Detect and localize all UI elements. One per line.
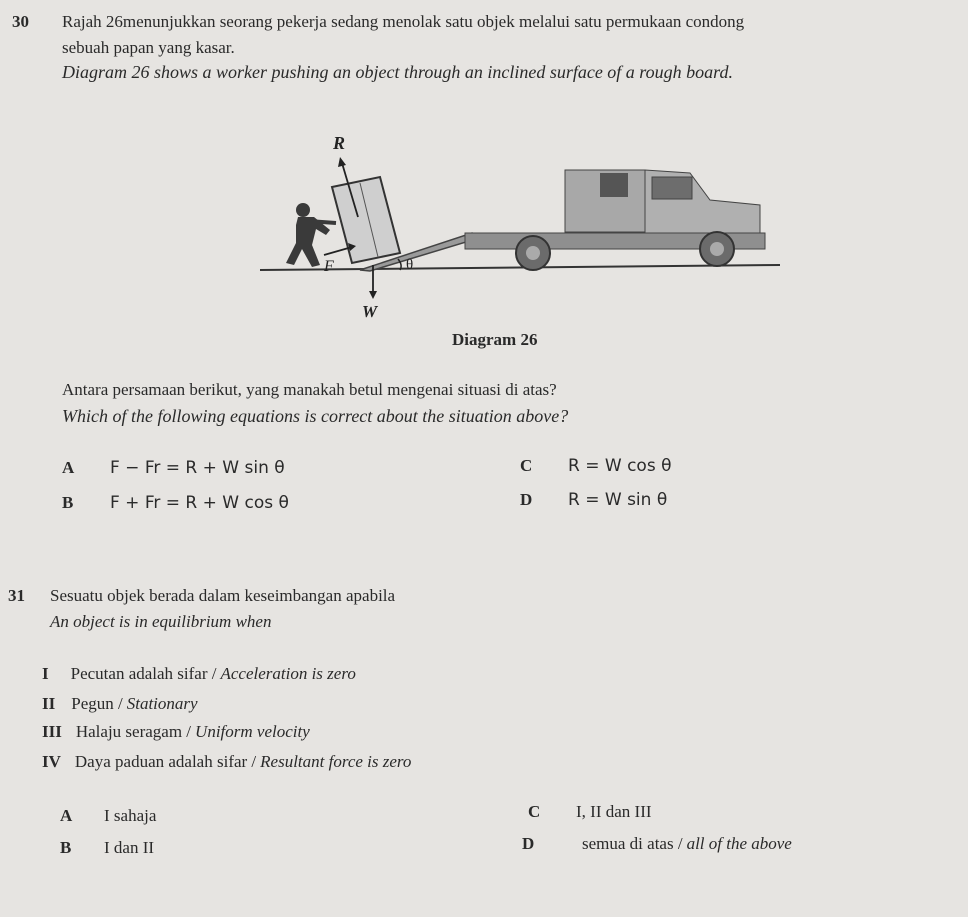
- statement-i: [42, 664, 356, 684]
- question-31-malay: Sesuatu objek berada dalam keseimbangan apabila: [50, 586, 396, 605]
- q31-option-d-text[interactable]: semua di atas /: [582, 834, 683, 853]
- label-R: R: [333, 133, 346, 153]
- q30-option-a-text[interactable]: F − Fr = R + W sin θ: [110, 458, 285, 478]
- statement-iv-numeral: IV: [42, 752, 61, 771]
- q31-option-b-text[interactable]: I dan II: [104, 838, 155, 857]
- statement-ii-english: Stationary: [126, 694, 198, 713]
- statement-iv-english: Resultant force is zero: [260, 752, 412, 771]
- question-30-malay-line2: sebuah papan yang kasar.: [62, 38, 235, 57]
- q31-option-a-text[interactable]: I sahaja: [104, 806, 157, 825]
- statement-iii-malay: Halaju seragam /: [75, 722, 192, 741]
- q30-option-a-letter[interactable]: A: [62, 458, 75, 477]
- question-31-english: An object is in equilibrium when: [50, 612, 272, 631]
- statement-ii-numeral: II: [42, 694, 56, 713]
- statement-i-english: Acceleration is zero: [220, 664, 356, 683]
- label-F: F: [324, 258, 334, 275]
- statement-iii-english: Uniform velocity: [195, 722, 310, 741]
- statement-i-malay: Pecutan adalah sifar /: [70, 664, 217, 683]
- diagram-26-caption: Diagram 26: [452, 330, 538, 349]
- question-30-prompt-english: Which of the following equations is correct about the situation above?: [62, 406, 569, 426]
- question-31-number: 31: [8, 586, 25, 605]
- q31-option-b-letter[interactable]: B: [60, 838, 72, 857]
- question-30-number: 30: [12, 12, 29, 31]
- q31-option-d-letter[interactable]: D: [522, 834, 535, 853]
- statement-i-numeral: I: [42, 664, 49, 683]
- q30-option-c-letter[interactable]: C: [520, 456, 533, 475]
- question-30-malay-line1: Rajah 26menunjukkan seorang pekerja sedang menolak satu objek melalui satu permukaan condong: [62, 12, 745, 31]
- q30-option-b-letter[interactable]: B: [62, 493, 74, 512]
- q30-option-c-text[interactable]: R = W cos θ: [568, 456, 672, 476]
- statement-ii-malay: Pegun /: [71, 694, 123, 713]
- q31-option-d-english[interactable]: all of the above: [686, 834, 792, 853]
- q30-option-d-letter[interactable]: D: [520, 490, 533, 509]
- question-30-prompt-malay: Antara persamaan berikut, yang manakah betul mengenai situasi di atas?: [62, 380, 557, 399]
- q31-option-a-letter[interactable]: A: [60, 806, 73, 825]
- push-force-arrow: [324, 247, 352, 255]
- statement-iii: [42, 722, 310, 742]
- statement-iv-malay: Daya paduan adalah sifar /: [74, 752, 257, 771]
- q30-option-b-text[interactable]: F + Fr = R + W cos θ: [110, 493, 289, 513]
- q31-option-d[interactable]: [582, 834, 792, 854]
- q31-option-c-letter[interactable]: C: [528, 802, 541, 821]
- statement-iii-numeral: III: [42, 722, 62, 741]
- diagram-26: [240, 125, 800, 325]
- statement-iv: [42, 752, 411, 772]
- label-W: W: [362, 302, 378, 321]
- statement-ii: [42, 694, 198, 714]
- ground-line: [260, 265, 780, 270]
- question-30-english: Diagram 26 shows a worker pushing an object through an inclined surface of a rough board.: [62, 62, 733, 82]
- label-theta: θ: [406, 257, 414, 273]
- q30-option-d-text[interactable]: R = W sin θ: [568, 490, 668, 510]
- truck-illustration: [465, 170, 765, 270]
- q31-option-c-text[interactable]: I, II dan III: [576, 802, 652, 821]
